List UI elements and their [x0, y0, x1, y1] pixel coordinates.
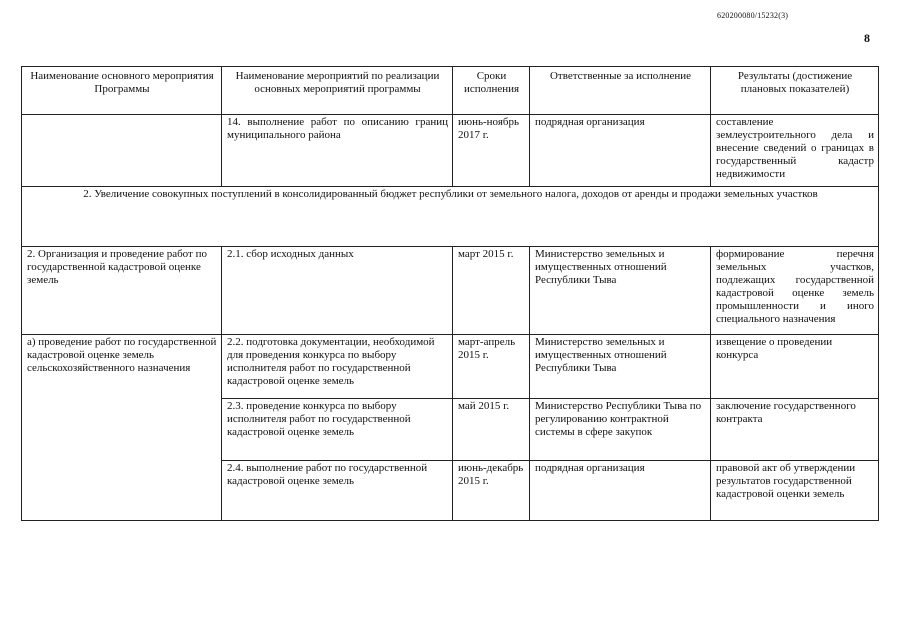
- cell-result: составление землеустроительного дела и внесение сведений о границах в государственный кадастр недвижимости: [711, 115, 879, 187]
- cell-responsible: Министерство земельных и имущественных отношений Республики Тыва: [530, 335, 711, 399]
- header-responsible: Ответственные за исполнение: [530, 67, 711, 115]
- cell-task: 2.2. подготовка документации, необходимой для проведения конкурса по выбору исполнителя работ по государственной кадастровой оценке земель: [222, 335, 453, 399]
- table-row: [22, 335, 879, 399]
- cell-result: заключение государственного контракта: [711, 399, 879, 461]
- cell-period: март 2015 г.: [453, 247, 530, 335]
- header-main-activity: Наименование основного мероприятия Программы: [22, 67, 222, 115]
- table-row: [22, 115, 879, 187]
- cell-task: 2.1. сбор исходных данных: [222, 247, 453, 335]
- cell-task: 14. выполнение работ по описанию границ муниципального района: [222, 115, 453, 187]
- cell-period: май 2015 г.: [453, 399, 530, 461]
- cell-responsible: подрядная организация: [530, 115, 711, 187]
- cell-main-activity: 2. Организация и проведение работ по государственной кадастровой оценке земель: [22, 247, 222, 335]
- section-row: [22, 187, 879, 247]
- header-activities: Наименование мероприятий по реализации основных мероприятий программы: [222, 67, 453, 115]
- cell-period: март-апрель 2015 г.: [453, 335, 530, 399]
- table-row: [22, 247, 879, 335]
- cell-period: июнь-декабрь 2015 г.: [453, 461, 530, 521]
- cell-task: 2.4. выполнение работ по государственной кадастровой оценке земель: [222, 461, 453, 521]
- document-number: 620200080/15232(3): [717, 11, 789, 20]
- cell-responsible: подрядная организация: [530, 461, 711, 521]
- cell-responsible: Министерство земельных и имущественных отношений Республики Тыва: [530, 247, 711, 335]
- header-period: Сроки исполнения: [453, 67, 530, 115]
- header-results: Результаты (достижение плановых показателей): [711, 67, 879, 115]
- cell-result: извещение о проведении конкурса: [711, 335, 879, 399]
- cell-result: правовой акт об утверждении результатов государственной кадастровой оценки земель: [711, 461, 879, 521]
- cell-responsible: Министерство Республики Тыва по регулированию контрактной системы в сфере закупок: [530, 399, 711, 461]
- program-table: [21, 66, 879, 521]
- cell-period: июнь-ноябрь 2017 г.: [453, 115, 530, 187]
- table-header-row: [22, 67, 879, 115]
- cell-main-empty: [22, 115, 222, 187]
- section-title: 2. Увеличение совокупных поступлений в консолидированный бюджет республики от земельного налога, доходов от аренды и продажи земельных участков: [22, 187, 879, 247]
- cell-result: формирование перечня земельных участков, подлежащих государственной кадастровой оценке земель промышленности и иного специального назначения: [711, 247, 879, 335]
- cell-task: 2.3. проведение конкурса по выбору исполнителя работ по государственной кадастровой оценке земель: [222, 399, 453, 461]
- cell-main-activity: а) проведение работ по государственной кадастровой оценке земель сельскохозяйственного назначения: [22, 335, 222, 521]
- page-number: 8: [864, 31, 870, 45]
